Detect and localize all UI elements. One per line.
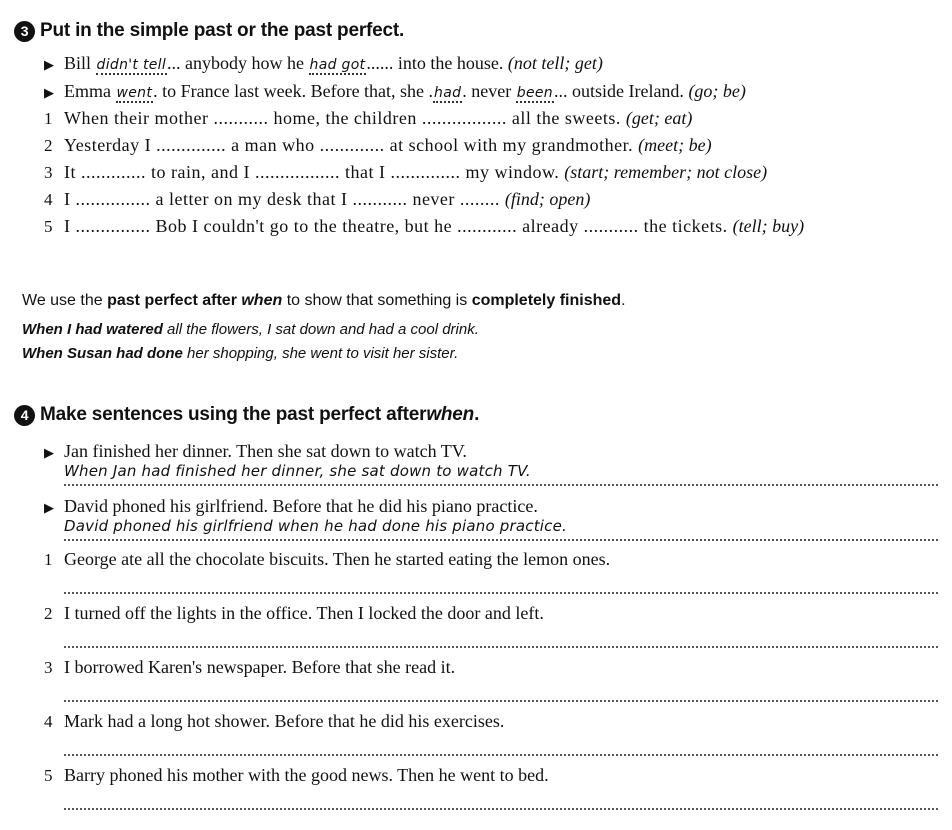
answer-text: didn't tell — [96, 57, 167, 73]
exercise-prompt: 1 George ate all the chocolate biscuits. Then he started eating the lemon ones. — [44, 549, 611, 569]
answer-line[interactable] — [64, 624, 938, 648]
example-row: ▶ Emma went. to France last week. Before that, she .had. never been... outside Ireland. (go; be) — [44, 80, 746, 105]
example-prompt: ▶ Jan finished her dinner. Then she sat down to watch TV. — [44, 440, 467, 465]
item-number: 5 — [44, 217, 53, 236]
item-number: 5 — [44, 766, 53, 785]
answer-line[interactable] — [64, 517, 938, 541]
item-text: I ............... Bob I couldn't go to the theatre, but he ............ already ........... the tickets. — [64, 216, 733, 236]
exercise-item[interactable] — [44, 161, 767, 184]
section-number-badge: 4 — [14, 405, 35, 426]
item-number: 1 — [44, 550, 53, 569]
triangle-bullet-icon: ▶ — [44, 501, 54, 516]
exercise-prompt: 4 Mark had a long hot shower. Before that he did his exercises. — [44, 711, 505, 731]
item-number: 3 — [44, 163, 53, 182]
answer-line[interactable] — [64, 732, 938, 756]
item-number: 4 — [44, 190, 53, 209]
rule-example: When Susan had done her shopping, she went to visit her sister. — [22, 345, 459, 362]
section-3-heading — [14, 20, 404, 42]
section-title: Put in the simple past or the past perfect. — [40, 20, 405, 41]
rule-example: When I had watered all the flowers, I sat down and had a cool drink. — [22, 321, 479, 338]
item-text: I ............... a letter on my desk that I ........... never ........ — [64, 189, 505, 209]
answer-line[interactable] — [64, 462, 938, 486]
answer-line[interactable] — [64, 678, 938, 702]
exercise-prompt: 3 I borrowed Karen's newspaper. Before that she read it. — [44, 657, 456, 677]
item-text: Yesterday I .............. a man who ............. at school with my grandmother. — [64, 135, 639, 155]
verb-hint: (find; open) — [504, 189, 591, 209]
item-number: 2 — [44, 136, 53, 155]
answer-text: been — [516, 85, 553, 101]
item-number: 2 — [44, 604, 53, 623]
exercise-item[interactable] — [44, 188, 590, 211]
answer-text: had got — [309, 57, 366, 73]
exercise-item[interactable] — [44, 107, 692, 130]
triangle-bullet-icon: ▶ — [44, 446, 54, 461]
example-row: ▶ Bill didn't tell... anybody how he had got...... into the house. (not tell; get) — [44, 52, 603, 77]
triangle-bullet-icon: ▶ — [44, 86, 54, 101]
exercise-item[interactable] — [44, 215, 804, 238]
example-prompt: ▶ David phoned his girlfriend. Before that he did his piano practice. — [44, 495, 538, 520]
triangle-bullet-icon: ▶ — [44, 58, 54, 73]
item-number: 4 — [44, 712, 53, 731]
exercise-item[interactable] — [44, 134, 712, 157]
item-number: 1 — [44, 109, 53, 128]
exercise-prompt: 2 I turned off the lights in the office. Then I locked the door and left. — [44, 603, 544, 623]
item-text: When their mother ........... home, the children ................. all the sweets. — [64, 108, 626, 128]
verb-hint: (not tell; get) — [507, 53, 603, 73]
answer-text: had — [434, 85, 462, 101]
answer-text: When Jan had finished her dinner, she sat down to watch TV. — [64, 462, 531, 480]
exercise-prompt: 5 Barry phoned his mother with the good news. Then he went to bed. — [44, 765, 549, 785]
item-text: It ............. to rain, and I ................. that I .............. my window. — [64, 162, 565, 182]
verb-hint: (start; remember; not close) — [564, 162, 768, 182]
verb-hint: (tell; buy) — [732, 216, 805, 236]
section-4-heading: 4 Make sentences using the past perfect after when . — [14, 404, 479, 426]
verb-hint: (meet; be) — [638, 135, 712, 155]
section-number-badge: 3 — [14, 21, 35, 42]
answer-text: David phoned his girlfriend when he had done his piano practice. — [64, 517, 568, 535]
answer-line[interactable] — [64, 570, 938, 594]
answer-line[interactable] — [64, 786, 938, 810]
item-number: 3 — [44, 658, 53, 677]
answer-text: went — [116, 85, 153, 101]
grammar-rule: We use the past perfect after when to show that something is completely finished. — [22, 292, 626, 309]
verb-hint: (get; eat) — [625, 108, 693, 128]
verb-hint: (go; be) — [688, 81, 746, 101]
